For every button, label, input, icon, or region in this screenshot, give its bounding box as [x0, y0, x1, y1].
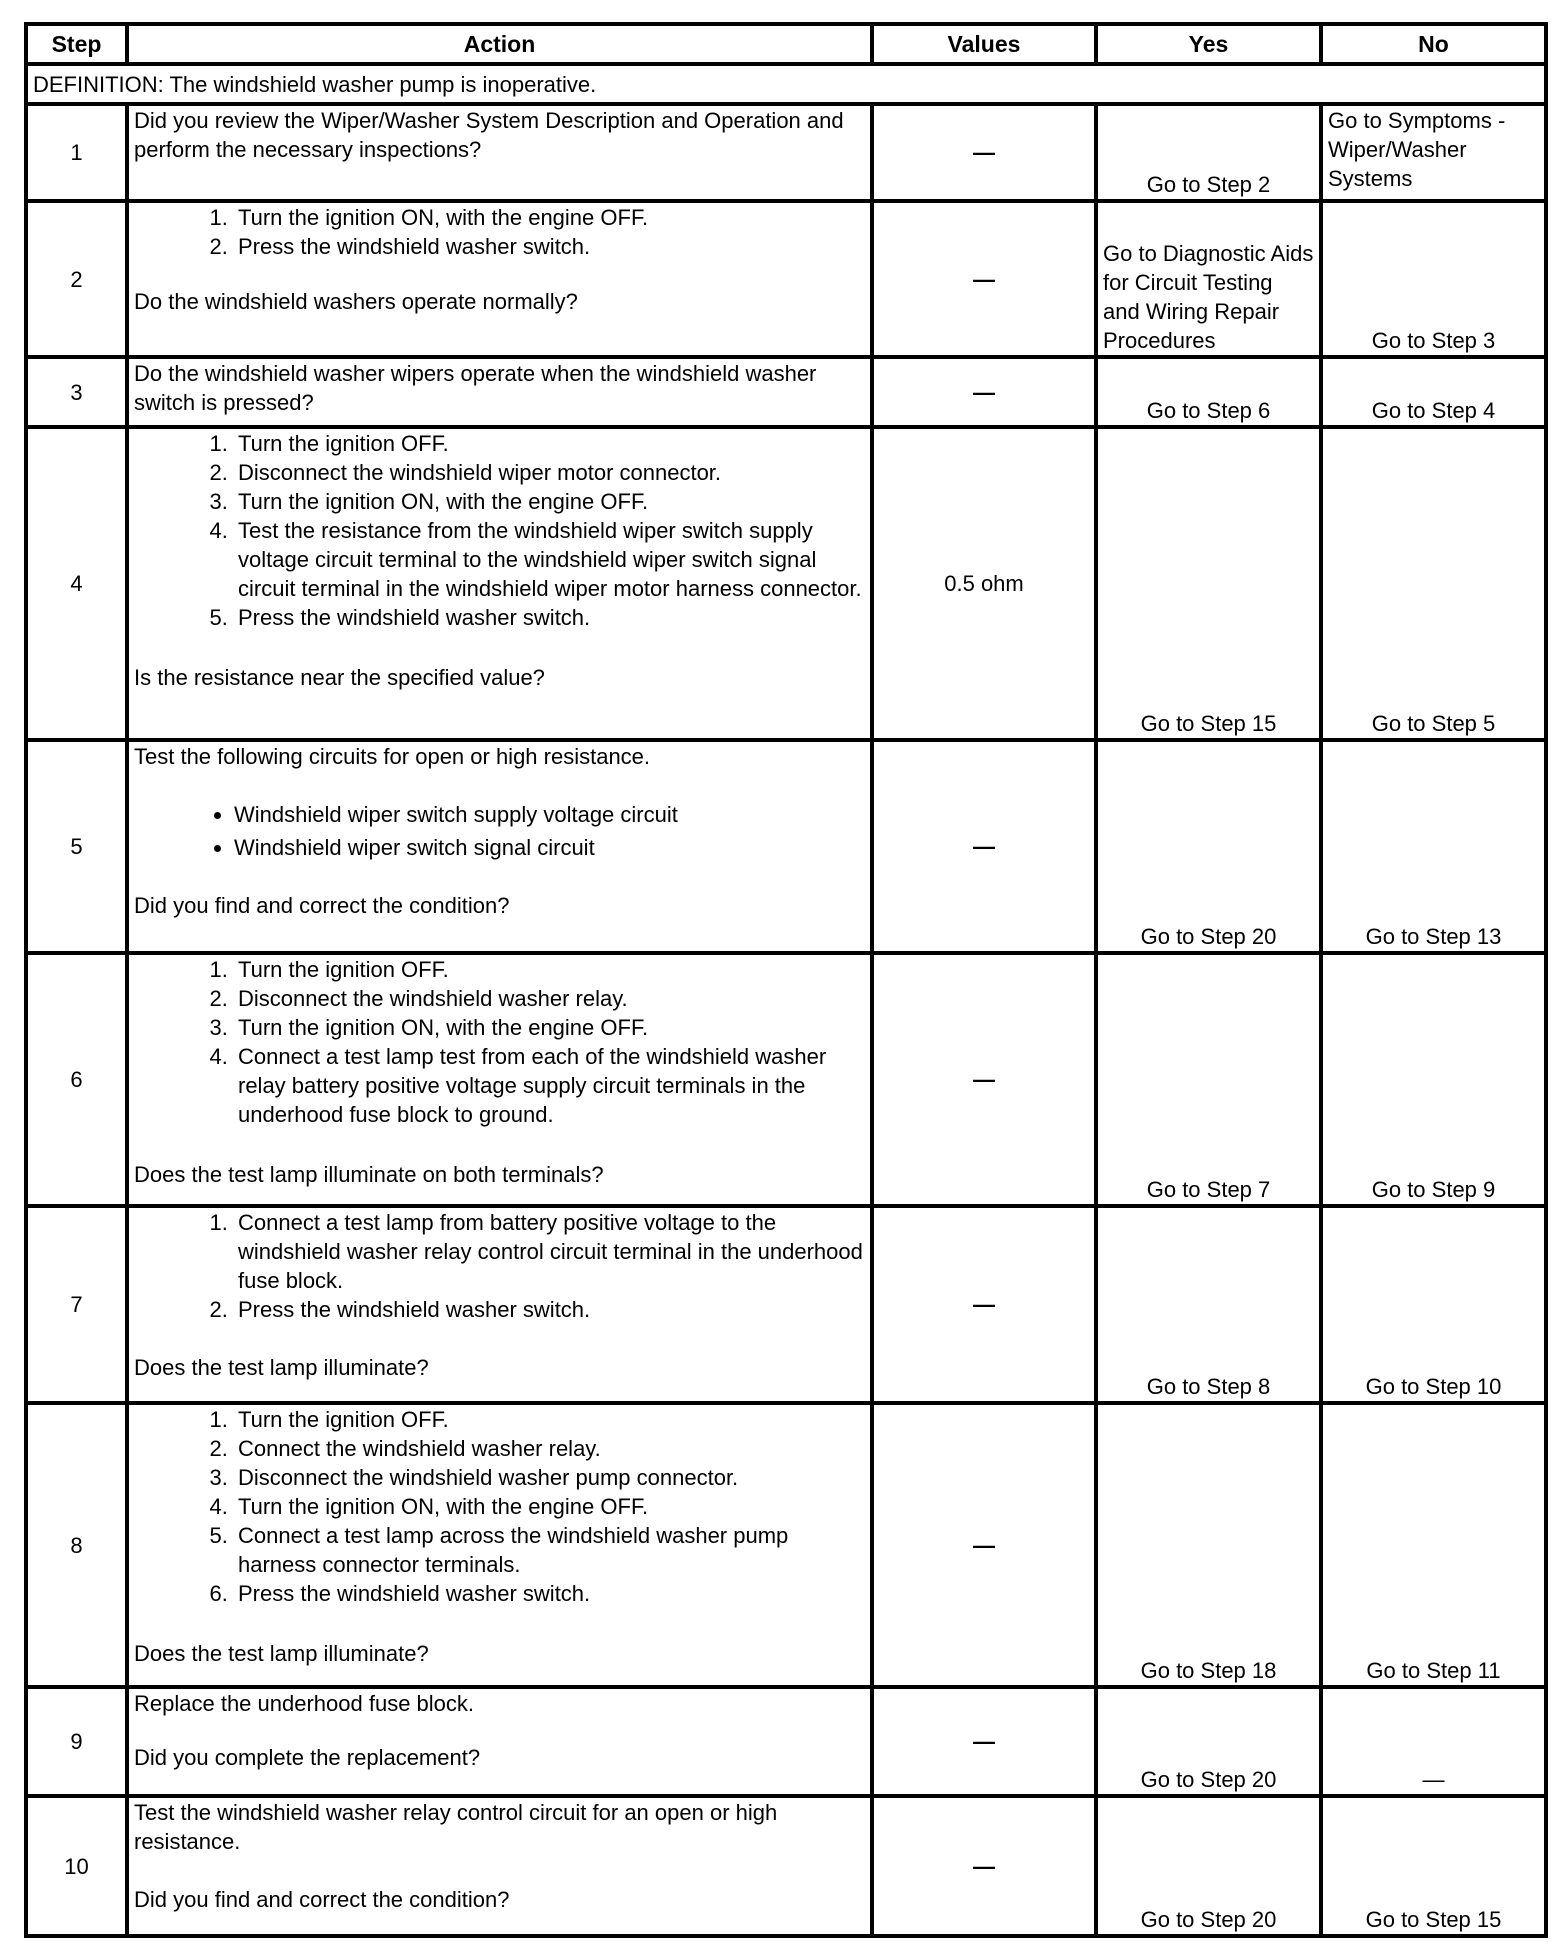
action-question: Does the test lamp illuminate? [134, 1641, 429, 1666]
action-steps [134, 955, 865, 1129]
action-step-item: 5. Press the windshield washer switch. [234, 603, 865, 632]
yes-cell: Go to Step 18 [1096, 1403, 1321, 1687]
action-step-item: 2. Press the windshield washer switch. [234, 232, 865, 261]
action-intro: Test the following circuits for open or high resistance. [134, 744, 651, 769]
step-number: 5 [26, 740, 127, 953]
no-cell: — [1321, 1687, 1546, 1796]
action-question: Do the windshield washers operate normally? [134, 289, 578, 314]
circuit-list [134, 800, 865, 862]
value-cell: — [872, 1206, 1096, 1403]
step-number: 3 [26, 357, 127, 427]
step-number: 1 [26, 104, 127, 201]
step-row [26, 1206, 1546, 1403]
header-yes: Yes [1096, 24, 1321, 64]
action-question: Did you complete the replacement? [134, 1745, 481, 1770]
no-cell: Go to Step 4 [1321, 357, 1546, 427]
value-cell: — [872, 1796, 1096, 1936]
action-steps [134, 1208, 865, 1324]
value-cell: — [872, 357, 1096, 427]
step-row [26, 1796, 1546, 1936]
circuit-item: • Windshield wiper switch signal circuit [234, 833, 865, 862]
action-cell [127, 1687, 872, 1796]
definition-text: DEFINITION: The windshield washer pump is inoperative. [26, 64, 1546, 104]
action-step-item: 6. Press the windshield washer switch. [234, 1579, 865, 1608]
action-step-item: 1. Turn the ignition OFF. [234, 955, 865, 984]
action-step-item: 2. Disconnect the windshield wiper motor connector. [234, 458, 865, 487]
step-number: 9 [26, 1687, 127, 1796]
action-cell [127, 740, 872, 953]
step-number: 10 [26, 1796, 127, 1936]
action-step-item: 1. Turn the ignition OFF. [234, 429, 865, 458]
step-row [26, 1403, 1546, 1687]
step-number: 7 [26, 1206, 127, 1403]
step-number: 4 [26, 427, 127, 740]
action-step-item: 3. Turn the ignition ON, with the engine OFF. [234, 487, 865, 516]
action-intro: Test the windshield washer relay control circuit for an open or high resistance. [134, 1800, 778, 1854]
action-step-item: 3. Disconnect the windshield washer pump connector. [234, 1463, 865, 1492]
action-intro: Do the windshield washer wipers operate when the windshield washer switch is pressed? [134, 361, 817, 415]
no-cell: Go to Step 13 [1321, 740, 1546, 953]
yes-cell: Go to Step 20 [1096, 1687, 1321, 1796]
action-steps [134, 429, 865, 632]
action-cell [127, 1206, 872, 1403]
action-step-item: 2. Connect the windshield washer relay. [234, 1434, 865, 1463]
value-cell: — [872, 1403, 1096, 1687]
action-intro: Did you review the Wiper/Washer System Description and Operation and perform the necessary inspections? [134, 108, 844, 162]
no-cell: Go to Step 15 [1321, 1796, 1546, 1936]
yes-cell: Go to Diagnostic Aids for Circuit Testing and Wiring Repair Procedures [1096, 201, 1321, 357]
yes-cell: Go to Step 15 [1096, 427, 1321, 740]
step-row [26, 201, 1546, 357]
step-number: 6 [26, 953, 127, 1206]
no-cell: Go to Step 3 [1321, 201, 1546, 357]
action-step-item: 4. Turn the ignition ON, with the engine OFF. [234, 1492, 865, 1521]
value-cell: — [872, 201, 1096, 357]
step-row [26, 104, 1546, 201]
action-cell [127, 201, 872, 357]
diagnostic-table [24, 22, 1548, 1938]
yes-cell: Go to Step 8 [1096, 1206, 1321, 1403]
step-number: 2 [26, 201, 127, 357]
step-row [26, 953, 1546, 1206]
no-cell: Go to Symptoms - Wiper/Washer Systems [1321, 104, 1546, 201]
step-row [26, 1687, 1546, 1796]
action-steps [134, 1405, 865, 1608]
action-question: Did you find and correct the condition? [134, 1887, 510, 1912]
action-question: Does the test lamp illuminate on both terminals? [134, 1162, 604, 1187]
action-cell [127, 427, 872, 740]
value-cell: — [872, 1687, 1096, 1796]
header-action: Action [127, 24, 872, 64]
action-step-item: 1. Turn the ignition ON, with the engine OFF. [234, 203, 865, 232]
action-step-item: 2. Press the windshield washer switch. [234, 1295, 865, 1324]
yes-cell: Go to Step 6 [1096, 357, 1321, 427]
action-question: Does the test lamp illuminate? [134, 1355, 429, 1380]
action-step-item: 3. Turn the ignition ON, with the engine OFF. [234, 1013, 865, 1042]
header-row [26, 24, 1546, 64]
action-cell [127, 104, 872, 201]
value-cell: 0.5 ohm [872, 427, 1096, 740]
action-step-item: 4. Connect a test lamp test from each of the windshield washer relay battery positive voltage supply circuit terminals in the underhood fuse block to ground. [234, 1042, 865, 1129]
action-cell [127, 1796, 872, 1936]
action-cell [127, 953, 872, 1206]
action-step-item: 5. Connect a test lamp across the windshield washer pump harness connector terminals. [234, 1521, 865, 1579]
action-step-item: 1. Turn the ignition OFF. [234, 1405, 865, 1434]
step-row [26, 357, 1546, 427]
header-step: Step [26, 24, 127, 64]
step-row [26, 740, 1546, 953]
value-cell: — [872, 104, 1096, 201]
no-cell: Go to Step 9 [1321, 953, 1546, 1206]
action-cell [127, 357, 872, 427]
action-cell [127, 1403, 872, 1687]
step-number: 8 [26, 1403, 127, 1687]
action-step-item: 4. Test the resistance from the windshield wiper switch supply voltage circuit terminal to the windshield wiper switch signal circuit terminal in the windshield wiper motor harness connector. [234, 516, 865, 603]
yes-cell: Go to Step 20 [1096, 740, 1321, 953]
value-cell: — [872, 740, 1096, 953]
action-step-item: 1. Connect a test lamp from battery positive voltage to the windshield washer relay control circuit terminal in the underhood fuse block. [234, 1208, 865, 1295]
yes-cell: Go to Step 20 [1096, 1796, 1321, 1936]
no-cell: Go to Step 10 [1321, 1206, 1546, 1403]
no-cell: Go to Step 11 [1321, 1403, 1546, 1687]
header-values: Values [872, 24, 1096, 64]
action-intro: Replace the underhood fuse block. [134, 1691, 475, 1716]
action-question: Is the resistance near the specified value? [134, 665, 545, 690]
action-steps [134, 203, 865, 261]
no-cell: Go to Step 5 [1321, 427, 1546, 740]
yes-cell: Go to Step 7 [1096, 953, 1321, 1206]
action-question: Did you find and correct the condition? [134, 893, 510, 918]
action-step-item: 2. Disconnect the windshield washer relay. [234, 984, 865, 1013]
step-row [26, 427, 1546, 740]
circuit-item: • Windshield wiper switch supply voltage circuit [234, 800, 865, 829]
definition-row [26, 64, 1546, 104]
yes-cell: Go to Step 2 [1096, 104, 1321, 201]
header-no: No [1321, 24, 1546, 64]
value-cell: — [872, 953, 1096, 1206]
